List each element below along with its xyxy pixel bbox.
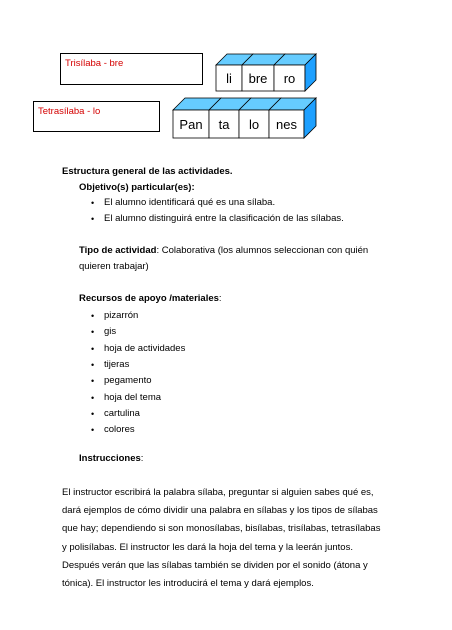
- instructions-heading: [79, 453, 143, 465]
- activity-type-text: : Colaborativa (los alumnos seleccionan con quién: [156, 245, 369, 256]
- bullet-icon: •: [91, 327, 95, 338]
- resource-item: gis: [104, 326, 117, 338]
- syllable-text: bre: [248, 71, 268, 86]
- instructions-line: Después verán que las sílabas también se dividen por el sonido (átona y: [62, 559, 368, 571]
- bullet-icon: •: [91, 311, 95, 321]
- resources-colon: :: [218, 293, 222, 304]
- instructions-line: dará ejemplos de cómo dividir una palabra en sílabas y los tipos de sílabas: [62, 505, 378, 517]
- resource-item: pizarrón: [104, 310, 139, 321]
- instructions-colon: :: [140, 453, 144, 464]
- instructions-line: El instructor escribirá la palabra sílaba, preguntar si alguien sabes qué es,: [62, 487, 374, 498]
- resources-heading: [79, 293, 222, 305]
- instructions-label: Instrucciones: [79, 453, 141, 464]
- syllable-text: ro: [283, 71, 296, 86]
- instructions-line: y polisílabas. El instructor les dará la hoja del tema y la leerán juntos.: [62, 541, 353, 553]
- activity-type-label: Tipo de actividad: [79, 245, 157, 256]
- tetrasilaba-label: Tetrasílaba - lo: [38, 106, 101, 117]
- objective-item: El alumno identificará qué es una sílaba.: [104, 197, 276, 208]
- resource-item: hoja de actividades: [104, 342, 186, 354]
- instructions-line: que hay; dependiendo si son monosílabas, bisílabas, trisílabas, tetrasílabas: [62, 523, 381, 535]
- resource-item: tijeras: [104, 358, 130, 370]
- syllable-text: ta: [218, 117, 230, 132]
- trisilaba-label: Trisílaba - bre: [65, 58, 124, 69]
- syllable-text: nes: [276, 117, 297, 132]
- activity-type: [79, 245, 368, 257]
- resource-item: pegamento: [104, 375, 152, 387]
- bullet-icon: •: [91, 359, 95, 370]
- objective-item: El alumno distinguirá entre la clasificación de las sílabas.: [104, 213, 344, 224]
- activity-type-cont: quieren trabajar): [79, 261, 149, 272]
- syllable-text: li: [226, 71, 232, 86]
- section-title: Estructura general de las actividades.: [62, 166, 233, 177]
- bullet-icon: •: [91, 425, 95, 436]
- instructions-line: tónica). El instructor les introducirá el tema y dará ejemplos.: [62, 578, 314, 589]
- bullet-icon: •: [91, 343, 95, 354]
- resource-item: hoja del tema: [104, 391, 162, 403]
- resources-label: Recursos de apoyo /materiales: [79, 293, 219, 304]
- bullet-icon: •: [91, 214, 95, 224]
- bullet-icon: •: [91, 198, 95, 208]
- bullet-icon: •: [91, 392, 95, 403]
- bullet-icon: •: [91, 376, 95, 387]
- objective-heading: Objetivo(s) particular(es):: [79, 182, 195, 193]
- resource-item: colores: [104, 424, 135, 436]
- resource-item: cartulina: [104, 407, 140, 419]
- bullet-icon: •: [91, 408, 95, 419]
- syllable-text: Pan: [179, 117, 203, 132]
- syllable-text: lo: [248, 117, 260, 132]
